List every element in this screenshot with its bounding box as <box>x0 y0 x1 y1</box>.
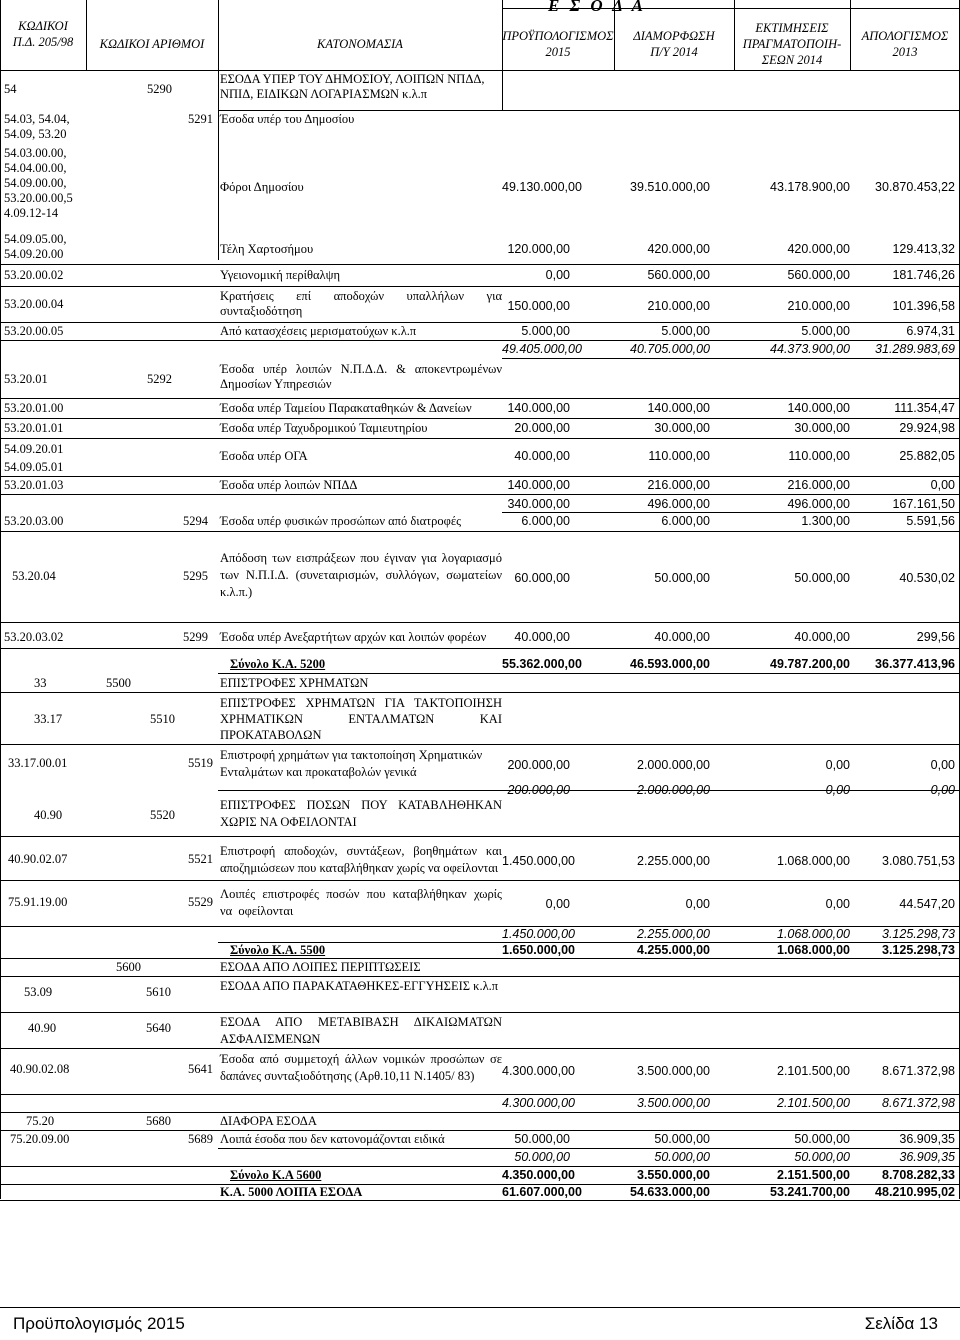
row-name: ΕΠΙΣΤΡΟΦΕΣ ΧΡΗΜΑΤΩΝ <box>220 676 369 690</box>
value-diamorfosi: 216.000,00 <box>647 478 710 492</box>
grand-total-label: Κ.Α. 5000 ΛΟΙΠΑ ΕΣΟΔΑ <box>220 1185 363 1199</box>
code-number: 5500 <box>106 676 131 690</box>
value-diamorfosi: 3.550.000,00 <box>637 1168 710 1182</box>
code-pd: 40.90.02.07 <box>8 852 68 866</box>
value-diamorfosi: 110.000,00 <box>648 449 710 463</box>
code-number: 5689 <box>188 1132 213 1146</box>
value-proypologismos: 50.000,00 <box>514 1150 570 1164</box>
value-apologismos: 40.530,02 <box>899 571 955 585</box>
row-rule <box>0 340 960 341</box>
code-pd: 75.91.19.00 <box>8 895 68 909</box>
row-rule <box>0 286 960 287</box>
row-rule <box>0 494 960 495</box>
header-ektimiseis-line1: ΕΚΤΙΜΗΣΕΙΣ <box>755 21 829 35</box>
value-diamorfosi: 46.593.000,00 <box>630 657 710 671</box>
value-ektimisi: 30.000,00 <box>794 421 850 435</box>
value-proypologismos: 40.000,00 <box>514 630 570 644</box>
header-divider <box>850 0 851 70</box>
row-rule <box>0 1112 960 1113</box>
value-proypologismos: 1.650.000,00 <box>502 943 575 957</box>
value-ektimisi: 44.373.900,00 <box>770 342 850 356</box>
value-diamorfosi: 2.255.000,00 <box>637 927 710 941</box>
column-divider <box>218 70 219 260</box>
header-ektimiseis <box>734 20 850 68</box>
code-pd: 40.90.02.08 <box>10 1062 70 1076</box>
value-apologismos: 3.080.751,53 <box>882 854 955 868</box>
row-rule <box>0 1048 960 1049</box>
value-diamorfosi: 50.000,00 <box>654 571 710 585</box>
esoda-heading: Ε Σ Ο Δ Α <box>548 0 646 15</box>
value-ektimisi: 1.300,00 <box>801 514 850 528</box>
value-ektimisi: 140.000,00 <box>787 401 850 415</box>
value-apologismos: 25.882,05 <box>899 449 955 463</box>
value-diamorfosi: 39.510.000,00 <box>630 180 710 194</box>
page-number: Σελίδα 13 <box>864 1314 938 1333</box>
row-rule <box>0 958 960 959</box>
value-apologismos: 36.377.413,96 <box>875 657 955 671</box>
value-apologismos: 31.289.983,69 <box>875 342 955 356</box>
row-name: ΕΠΙΣΤΡΟΦΕΣ ΧΡΗΜΑΤΩΝ ΓΙΑ ΤΑΚΤΟΠΟΙΗΣΗ ΧΡΗΜΑΤΙΚΩΝ ΕΝΤΑΛΜΑΤΩΝ ΚΑΙ ΠΡΟΚΑΤΑΒΟΛΩΝ <box>220 696 502 742</box>
value-ektimisi: 2.101.500,00 <box>777 1064 850 1078</box>
value-diamorfosi: 54.633.000,00 <box>630 1185 710 1199</box>
code-number: 5291 <box>188 112 213 126</box>
value-diamorfosi: 40.705.000,00 <box>630 342 710 356</box>
value-ektimisi: 1.068.000,00 <box>777 854 850 868</box>
value-ektimisi: 496.000,00 <box>787 497 850 511</box>
total-label: Σύνολο Κ.Α. 5500 <box>230 943 326 957</box>
value-ektimisi: 50.000,00 <box>794 571 850 585</box>
value-apologismos: 101.396,58 <box>892 299 955 313</box>
header-ektimiseis-line2: ΠΡΑΓΜΑΤΟΠΟΙΗ- <box>742 37 842 51</box>
header-top-rule <box>502 8 960 9</box>
row-rule <box>0 1166 960 1167</box>
code-pd: 53.20.00.05 <box>4 324 64 338</box>
value-diamorfosi: 560.000,00 <box>647 268 710 282</box>
value-diamorfosi: 0,00 <box>685 897 710 911</box>
value-proypologismos: 50.000,00 <box>514 1132 570 1146</box>
value-apologismos: 8.671.372,98 <box>882 1096 955 1110</box>
row-rule <box>0 322 960 323</box>
value-diamorfosi: 2.255.000,00 <box>637 854 710 868</box>
header-katonomasia: ΚΑΤΟΝΟΜΑΣΙΑ <box>317 37 403 51</box>
value-apologismos: 8.671.372,98 <box>882 1064 955 1078</box>
value-diamorfosi: 30.000,00 <box>654 421 710 435</box>
header-diamorfosi <box>614 28 734 60</box>
value-diamorfosi: 496.000,00 <box>647 497 710 511</box>
row-rule <box>0 976 960 977</box>
total-label: Σύνολο Κ.Α. 5200 <box>230 657 326 671</box>
row-rule <box>0 744 960 745</box>
row-name: Έσοδα υπέρ Ταχυδρομικού Ταμιευτηρίου <box>220 421 428 435</box>
value-ektimisi: 216.000,00 <box>787 478 850 492</box>
code-number: 5529 <box>188 895 213 909</box>
table-bottom-rule <box>0 1200 960 1201</box>
code-pd: 40.90 <box>28 1021 57 1035</box>
value-ektimisi: 40.000,00 <box>794 630 850 644</box>
header-apologismos <box>850 28 960 60</box>
table-left-border <box>0 0 1 1199</box>
code-pd: 54.09.05.00, 54.09.20.00 <box>4 232 67 261</box>
value-proypologismos: 0,00 <box>545 268 570 282</box>
header-diamorfosi-line2: Π/Υ 2014 <box>650 45 698 59</box>
value-diamorfosi: 420.000,00 <box>647 242 710 256</box>
code-pd: 54.03, 54.04, 54.09, 53.20 <box>4 112 70 141</box>
footer-title: Προϋπολογισμός 2015 <box>13 1314 185 1333</box>
value-ektimisi: 210.000,00 <box>787 299 850 313</box>
code-number: 5294 <box>183 514 208 528</box>
value-ektimisi: 0,00 <box>825 758 850 772</box>
row-rule <box>0 418 960 419</box>
value-diamorfosi: 4.255.000,00 <box>637 943 710 957</box>
code-pd: 75.20.09.00 <box>10 1132 70 1146</box>
row-rule <box>0 438 960 439</box>
row-rule <box>0 1012 960 1013</box>
value-ektimisi: 110.000,00 <box>788 449 850 463</box>
row-name: ΕΠΙΣΤΡΟΦΕΣ ΠΟΣΩΝ ΠΟΥ ΚΑΤΑΒΛΗΘΗΚΑΝ ΧΩΡΙΣ ΝΑ ΟΦΕΙΛΟΝΤΑΙ <box>220 798 502 829</box>
header-divider <box>614 0 615 70</box>
value-ektimisi: 1.068.000,00 <box>777 943 850 957</box>
code-pd: 33.17.00.01 <box>8 756 68 770</box>
value-apologismos: 3.125.298,73 <box>882 943 955 957</box>
value-apologismos: 44.547,20 <box>899 897 955 911</box>
code-number: 5292 <box>147 372 172 386</box>
header-kodikoi-pd <box>0 18 86 50</box>
row-name: Έσοδα υπέρ Ανεξαρτήτων αρχών και λοιπών φορέων <box>220 630 487 644</box>
value-ektimisi: 2.101.500,00 <box>777 1096 850 1110</box>
row-name: ΕΣΟΔΑ ΥΠΕΡ ΤΟΥ ΔΗΜΟΣΙΟΥ, ΛΟΙΠΩΝ ΝΠΔΔ, ΝΠΙΔ, ΕΙΔΙΚΩΝ ΛΟΓΑΡΙΑΣΜΩΝ κ.λ.π <box>220 72 485 101</box>
value-ektimisi: 1.068.000,00 <box>777 927 850 941</box>
code-pd: 53.20.00.02 <box>4 268 64 282</box>
value-proypologismos: 140.000,00 <box>507 401 570 415</box>
value-proypologismos: 55.362.000,00 <box>502 657 582 671</box>
value-proypologismos: 49.130.000,00 <box>502 180 582 194</box>
code-number: 5641 <box>188 1062 213 1076</box>
value-apologismos: 6.974,31 <box>906 324 955 338</box>
row-rule <box>218 110 960 111</box>
row-name: Έσοδα από συμμετοχή άλλων νομικών προσώπων σε δαπάνες συνταξιοδότησης (Αρθ.10,11 Ν.1405/ 83) <box>220 1052 502 1083</box>
code-number: 5299 <box>183 630 208 644</box>
code-number: 5610 <box>146 985 171 999</box>
value-proypologismos: 0,00 <box>545 897 570 911</box>
code-pd: 53.20.01 <box>4 372 48 386</box>
value-proypologismos: 120.000,00 <box>507 242 570 256</box>
value-apologismos: 3.125.298,73 <box>882 927 955 941</box>
value-apologismos: 8.708.282,33 <box>882 1168 955 1182</box>
row-rule <box>0 836 960 837</box>
value-apologismos: 181.746,26 <box>892 268 955 282</box>
value-ektimisi: 43.178.900,00 <box>770 180 850 194</box>
value-diamorfosi: 3.500.000,00 <box>637 1064 710 1078</box>
header-bottom-rule <box>0 70 960 71</box>
code-pd: 53.20.03.02 <box>4 630 64 644</box>
row-name: ΔΙΑΦΟΡΑ ΕΣΟΔΑ <box>220 1114 317 1128</box>
value-ektimisi: 0,00 <box>825 783 850 797</box>
value-ektimisi: 5.000,00 <box>801 324 850 338</box>
value-proypologismos: 140.000,00 <box>507 478 570 492</box>
row-rule <box>0 476 960 477</box>
row-rule <box>218 1148 960 1149</box>
value-apologismos: 36.909,35 <box>899 1132 955 1146</box>
row-name: Έσοδα υπέρ του Δημοσίου <box>220 112 355 126</box>
row-name: Έσοδα υπέρ λοιπών Ν.Π.Δ.Δ. & αποκεντρωμένων Δημοσίων Υπηρεσιών <box>220 362 502 391</box>
code-pd: 33 <box>34 676 47 690</box>
value-apologismos: 0,00 <box>930 758 955 772</box>
header-apologismos-line1: ΑΠΟΛΟΓΙΣΜΟΣ <box>861 29 949 43</box>
row-rule <box>502 512 960 513</box>
value-proypologismos: 60.000,00 <box>514 571 570 585</box>
code-number: 5519 <box>188 756 213 770</box>
row-rule <box>0 1094 960 1095</box>
value-ektimisi: 50.000,00 <box>794 1150 850 1164</box>
value-ektimisi: 53.241.700,00 <box>770 1185 850 1199</box>
row-name: Υγειονομική περίθαλψη <box>220 268 340 282</box>
header-divider <box>86 0 87 70</box>
code-number: 5295 <box>183 569 208 583</box>
code-pd: 54 <box>4 82 17 96</box>
code-pd: 53.20.01.03 <box>4 478 64 492</box>
row-rule <box>0 622 960 623</box>
value-apologismos: 5.591,56 <box>906 514 955 528</box>
code-pd: 53.20.03.00 <box>4 514 64 528</box>
value-diamorfosi: 50.000,00 <box>654 1132 710 1146</box>
value-diamorfosi: 140.000,00 <box>647 401 710 415</box>
value-proypologismos: 150.000,00 <box>507 299 570 313</box>
row-name: Έσοδα υπέρ Ταμείου Παρακαταθηκών & Δανείων <box>220 401 472 415</box>
value-apologismos: 30.870.453,22 <box>875 180 955 194</box>
row-name: Από κατασχέσεις μερισματούχων κ.λ.π <box>220 324 417 338</box>
value-diamorfosi: 40.000,00 <box>654 630 710 644</box>
value-proypologismos: 40.000,00 <box>514 449 570 463</box>
row-name: ΕΣΟΔΑ ΑΠΟ ΛΟΙΠΕΣ ΠΕΡΙΠΤΩΣΕΙΣ <box>220 960 421 974</box>
value-proypologismos: 4.300.000,00 <box>502 1096 575 1110</box>
header-ektimiseis-line3: ΣΕΩΝ 2014 <box>761 53 823 67</box>
row-name: Λοιπά έσοδα που δεν κατονομάζονται ειδικά <box>220 1132 445 1146</box>
header-divider <box>502 0 503 70</box>
page-footer <box>0 1307 960 1340</box>
row-rule <box>0 692 960 693</box>
value-proypologismos: 4.300.000,00 <box>502 1064 575 1078</box>
row-name: Κρατήσεις επί αποδοχών υπαλλήλων για συνταξιοδότηση <box>220 289 502 318</box>
header-proypologismos-line1: ΠΡΟΫΠΟΛΟΓΙΣΜΟΣ <box>502 29 614 43</box>
value-apologismos: 29.924,98 <box>899 421 955 435</box>
row-name: Λοιπές επιστροφές ποσών που καταβλήθηκαν χωρίς να οφείλονται <box>220 887 502 918</box>
value-proypologismos: 6.000,00 <box>521 514 570 528</box>
value-diamorfosi: 50.000,00 <box>654 1150 710 1164</box>
code-pd: 53.20.01.01 <box>4 421 64 435</box>
value-diamorfosi: 210.000,00 <box>647 299 710 313</box>
value-diamorfosi: 2.000.000,00 <box>637 783 710 797</box>
table-header <box>0 0 960 70</box>
code-number: 5640 <box>146 1021 171 1035</box>
code-pd: 53.20.04 <box>12 569 56 583</box>
code-number: 5521 <box>188 852 213 866</box>
value-proypologismos: 4.350.000,00 <box>502 1168 575 1182</box>
header-kodikoi-arithmoi: ΚΩΔΙΚΟΙ ΑΡΙΘΜΟΙ <box>99 37 205 51</box>
value-proypologismos: 1.450.000,00 <box>502 927 575 941</box>
value-diamorfosi: 2.000.000,00 <box>637 758 710 772</box>
row-name: Επιστροφή χρημάτων για τακτοποίηση Χρηματικών Ενταλμάτων και προκαταβολών γενικά <box>220 748 483 779</box>
value-apologismos: 167.161,50 <box>892 497 955 511</box>
code-pd: 75.20 <box>26 1114 55 1128</box>
row-rule <box>0 648 960 649</box>
value-apologismos: 48.210.995,02 <box>875 1185 955 1199</box>
row-rule <box>0 531 960 532</box>
header-divider <box>734 0 735 70</box>
code-pd: 54.03.00.00, 54.04.00.00, 54.09.00.00, 53.20.00.00,5 4.09.12-14 <box>4 146 73 220</box>
value-ektimisi: 420.000,00 <box>787 242 850 256</box>
code-number: 5520 <box>150 808 175 822</box>
code-pd: 53.20.00.04 <box>4 297 64 311</box>
value-diamorfosi: 5.000,00 <box>661 324 710 338</box>
row-name: ΕΣΟΔΑ ΑΠΟ ΜΕΤΑΒΙΒΑΣΗ ΔΙΚΑΙΩΜΑΤΩΝ ΑΣΦΑΛΙΣΜΕΝΩΝ <box>220 1015 502 1046</box>
total-label: Σύνολο Κ.Α 5600 <box>230 1168 322 1182</box>
value-apologismos: 0,00 <box>930 783 955 797</box>
code-pd: 53.20.01.00 <box>4 401 64 415</box>
row-name: Έσοδα υπέρ λοιπών ΝΠΔΔ <box>220 478 358 492</box>
value-ektimisi: 50.000,00 <box>794 1132 850 1146</box>
row-name: ΕΣΟΔΑ ΑΠΟ ΠΑΡΑΚΑΤΑΘΗΚΕΣ-ΕΓΓΥΗΣΕΙΣ κ.λ.π <box>220 979 499 993</box>
row-name: Φόροι Δημοσίου <box>220 180 304 194</box>
value-diamorfosi: 6.000,00 <box>661 514 710 528</box>
row-name: Επιστροφή αποδοχών, συντάξεων, βοηθημάτων και αποζημιώσεων που καταβλήθηκαν χωρίς να οφείλονται <box>220 844 502 875</box>
value-ektimisi: 0,00 <box>825 897 850 911</box>
header-kodikoi-pd-line2: Π.Δ. 205/98 <box>12 35 74 49</box>
code-number: 5680 <box>146 1114 171 1128</box>
row-rule <box>502 358 960 359</box>
value-apologismos: 0,00 <box>930 478 955 492</box>
value-proypologismos: 200.000,00 <box>507 783 570 797</box>
row-rule <box>0 1130 960 1131</box>
code-pd: 53.09 <box>24 985 53 999</box>
code-pd: 40.90 <box>34 808 63 822</box>
header-divider <box>218 0 219 70</box>
row-name: Απόδοση των εισπράξεων που έγιναν για λογαριασμό των Ν.Π.Ι.Δ. (συνεταιρισμών, συλλόγων, σωματείων κ.λ.π.) <box>220 551 502 599</box>
row-name: Έσοδα υπέρ φυσικών προσώπων από διατροφές <box>220 514 462 528</box>
code-pd: 54.09.20.01 54.09.05.01 <box>4 442 64 474</box>
value-ektimisi: 49.787.200,00 <box>770 657 850 671</box>
value-proypologismos: 1.450.000,00 <box>502 854 575 868</box>
value-apologismos: 111.354,47 <box>894 401 955 415</box>
row-rule <box>0 880 960 881</box>
code-number: 5290 <box>147 82 172 96</box>
value-proypologismos: 340.000,00 <box>507 497 570 511</box>
column-divider <box>502 70 503 110</box>
header-kodikoi-pd-line1: ΚΩΔΙΚΟΙ <box>18 19 68 33</box>
value-apologismos: 36.909,35 <box>899 1150 955 1164</box>
value-apologismos: 129.413,32 <box>892 242 955 256</box>
row-rule <box>218 673 960 674</box>
header-proypologismos <box>502 28 614 60</box>
value-proypologismos: 61.607.000,00 <box>502 1185 582 1199</box>
row-name: Έσοδα υπέρ ΟΓΑ <box>220 449 308 463</box>
value-proypologismos: 5.000,00 <box>521 324 570 338</box>
code-number: 5600 <box>116 960 141 974</box>
value-proypologismos: 20.000,00 <box>514 421 570 435</box>
value-diamorfosi: 3.500.000,00 <box>637 1096 710 1110</box>
value-ektimisi: 2.151.500,00 <box>777 1168 850 1182</box>
row-rule <box>0 264 960 265</box>
header-diamorfosi-line1: ΔΙΑΜΟΡΦΩΣΗ <box>633 29 715 43</box>
value-proypologismos: 49.405.000,00 <box>502 342 582 356</box>
row-name: Τέλη Χαρτοσήμου <box>220 242 314 256</box>
header-apologismos-line2: 2013 <box>892 45 918 59</box>
value-apologismos: 299,56 <box>916 630 955 644</box>
header-proypologismos-line2: 2015 <box>545 45 571 59</box>
value-proypologismos: 200.000,00 <box>507 758 570 772</box>
value-ektimisi: 560.000,00 <box>787 268 850 282</box>
code-pd: 33.17 <box>34 712 63 726</box>
row-rule <box>0 398 960 399</box>
code-number: 5510 <box>150 712 175 726</box>
